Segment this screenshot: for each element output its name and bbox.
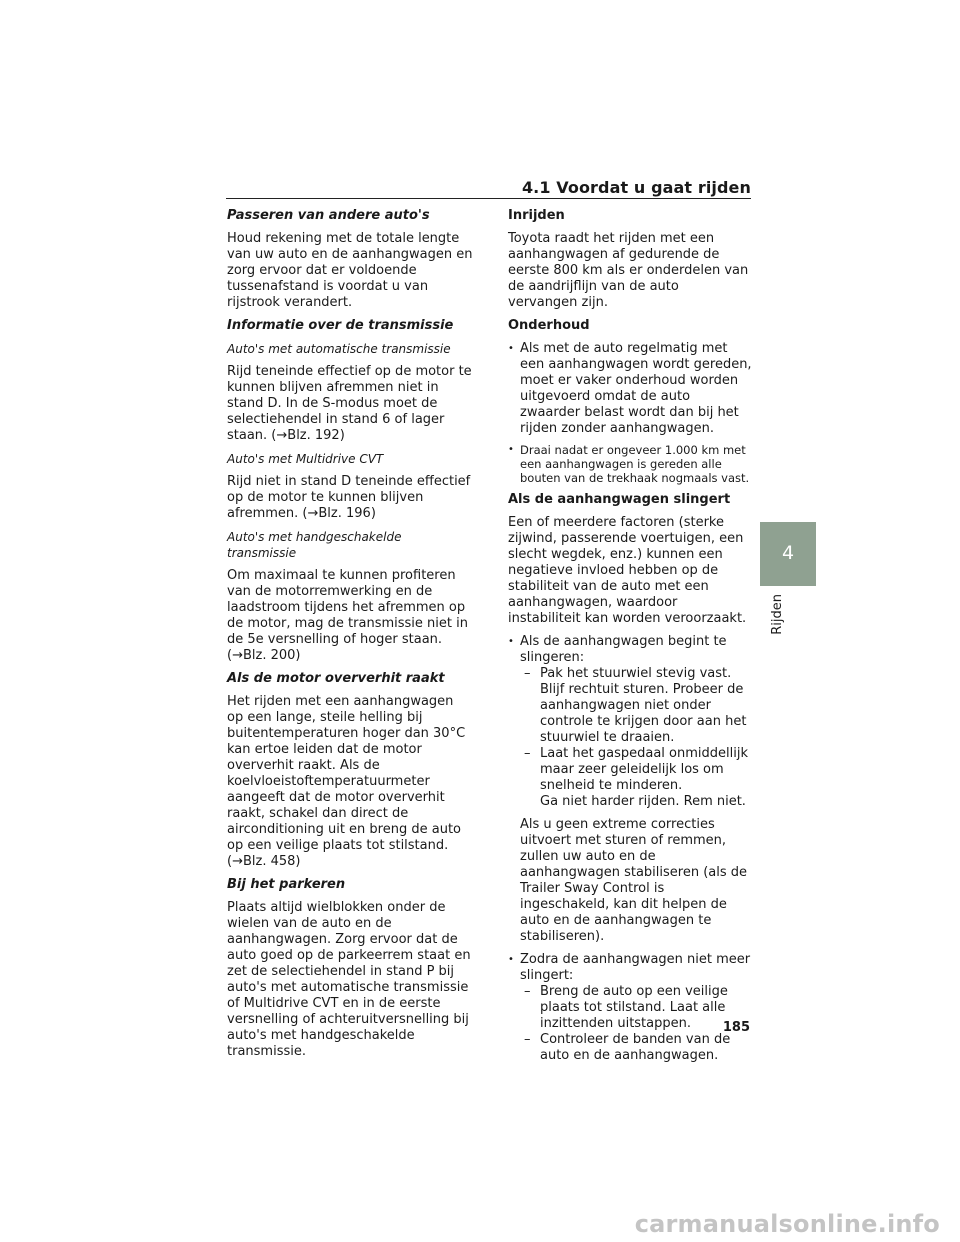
dash-item: – Breng de auto op een veilige plaats tot stilstand. Laat alle inzittenden uitstappen. <box>524 984 752 1032</box>
paragraph-slingert: Een of meerdere factoren (sterke zijwind, passerende voertuigen, een slecht wegdek, enz.) kunnen een negatieve invloed hebben op de stabiliteit van de auto met een aanhangwagen, waardoor instabiliteit kan worden veroorzaakt. <box>508 515 747 626</box>
heading-oververhit: Als de motor oververhit raakt <box>227 671 445 686</box>
heading-inrijden: Inrijden <box>508 208 565 223</box>
chapter-number: 4 <box>781 542 795 564</box>
paragraph-multidrive: Rijd niet in stand D teneinde effectief op de motor te kunnen blijven afremmen. (→Blz. 196) <box>227 474 471 521</box>
after-slingert-list <box>508 952 752 1064</box>
watermark: carmanualsonline.info <box>634 1210 940 1238</box>
slingert-list <box>508 634 752 810</box>
list-item <box>508 634 752 810</box>
heading-parkeren: Bij het parkeren <box>227 877 346 892</box>
dash-item-text: Ga niet harder rijden. Rem niet. <box>540 794 746 809</box>
chapter-label <box>770 594 790 674</box>
subheading-multidrive: Auto's met Multidrive CVT <box>227 452 384 466</box>
page-number: 185 <box>722 1020 750 1035</box>
section-title: 4.1 Voordat u gaat rijden <box>521 178 751 197</box>
right-column <box>508 208 752 1071</box>
list-item-text: • Zodra de aanhangwagen niet meer slingert: <box>520 952 751 983</box>
left-column <box>227 208 473 1067</box>
heading-onderhoud: Onderhoud <box>508 318 590 333</box>
paragraph-oververhit: Het rijden met een aanhangwagen op een lange, steile helling bij buitentemperaturen hoger dan 30°C kan ertoe leiden dat de motor oververhit raakt. Als de koelvloeistoftemperatuurmeter aangeeft dat de motor oververhit raakt, schakel dan direct de airconditioning uit en breng de auto op een veilige plaats tot stilstand. (→Blz. 458) <box>227 694 466 869</box>
dash-list <box>520 984 752 1064</box>
list-item: • Als met de auto regelmatig met een aanhangwagen wordt gereden, moet er vaker onderhoud worden uitgevoerd omdat de auto zwaarder belast wordt dan bij het rijden zonder aanhangwagen. <box>508 341 752 437</box>
chapter-tab <box>760 522 816 586</box>
dash-list <box>520 666 752 810</box>
subheading-handgeschakelde: Auto's met handgeschakelde transmissie <box>227 530 402 560</box>
paragraph-handgeschakelde: Om maximaal te kunnen profiteren van de motorremwerking en de laadstroom tijdens het afremmen op de motor, mag de transmissie niet in de 5e versnelling of hoger staan. (→Blz. 200) <box>227 568 468 663</box>
heading-passeren: Passeren van andere auto's <box>227 208 430 223</box>
chapter-label-text: Rijden <box>770 594 785 635</box>
heading-slingert: Als de aanhangwagen slingert <box>508 492 731 507</box>
stabilize-note: Als u geen extreme correcties uitvoert met sturen of remmen, zullen uw auto en de aanhangwagen stabiliseren (als de Trailer Sway Control is ingeschakeld, kan dit helpen de auto en de aanhangwagen te stabiliseren). <box>520 817 748 944</box>
paragraph-parkeren: Plaats altijd wielblokken onder de wielen van de auto en de aanhangwagen. Zorg ervoor dat de auto goed op de parkeerrem staat en zet de selectiehendel in stand P bij auto's met automatische transmissie of Multidrive CVT en in de eerste versnelling of achteruitversnelling bij auto's met handgeschakelde transmissie. <box>227 900 471 1059</box>
dash-item: – Controleer de banden van de auto en de aanhangwagen. <box>524 1032 752 1064</box>
dash-item <box>524 746 752 810</box>
onderhoud-list <box>508 341 752 485</box>
dash-item-text: – Laat het gaspedaal onmiddellijk maar zeer geleidelijk los om snelheid te minderen. <box>540 746 748 793</box>
dash-item: – Pak het stuurwiel stevig vast. Blijf rechtuit sturen. Probeer de aanhangwagen niet onder controle te krijgen door aan het stuurwiel te draaien. <box>524 666 752 746</box>
header-divider <box>226 198 751 199</box>
list-item <box>508 952 752 1064</box>
list-item-text: • Als de aanhangwagen begint te slingeren: <box>520 634 727 665</box>
paragraph-passeren: Houd rekening met de totale lengte van uw auto en de aanhangwagen en zorg ervoor dat er voldoende tussenafstand is voordat u van rijstrook verandert. <box>227 231 473 310</box>
paragraph-inrijden: Toyota raadt het rijden met een aanhangwagen af gedurende de eerste 800 km als er onderdelen van de aandrijflijn van de auto vervangen zijn. <box>508 231 749 310</box>
heading-transmissie: Informatie over de transmissie <box>227 318 454 333</box>
subheading-automatische: Auto's met automatische transmissie <box>227 342 451 356</box>
list-item: • Draai nadat er ongeveer 1.000 km met een aanhangwagen is gereden alle bouten van de trekhaak nogmaals vast. <box>508 443 752 485</box>
paragraph-automatische: Rijd teneinde effectief op de motor te kunnen blijven afremmen niet in stand D. In de S-modus moet de selectiehendel in stand 6 of lager staan. (→Blz. 192) <box>227 364 472 443</box>
